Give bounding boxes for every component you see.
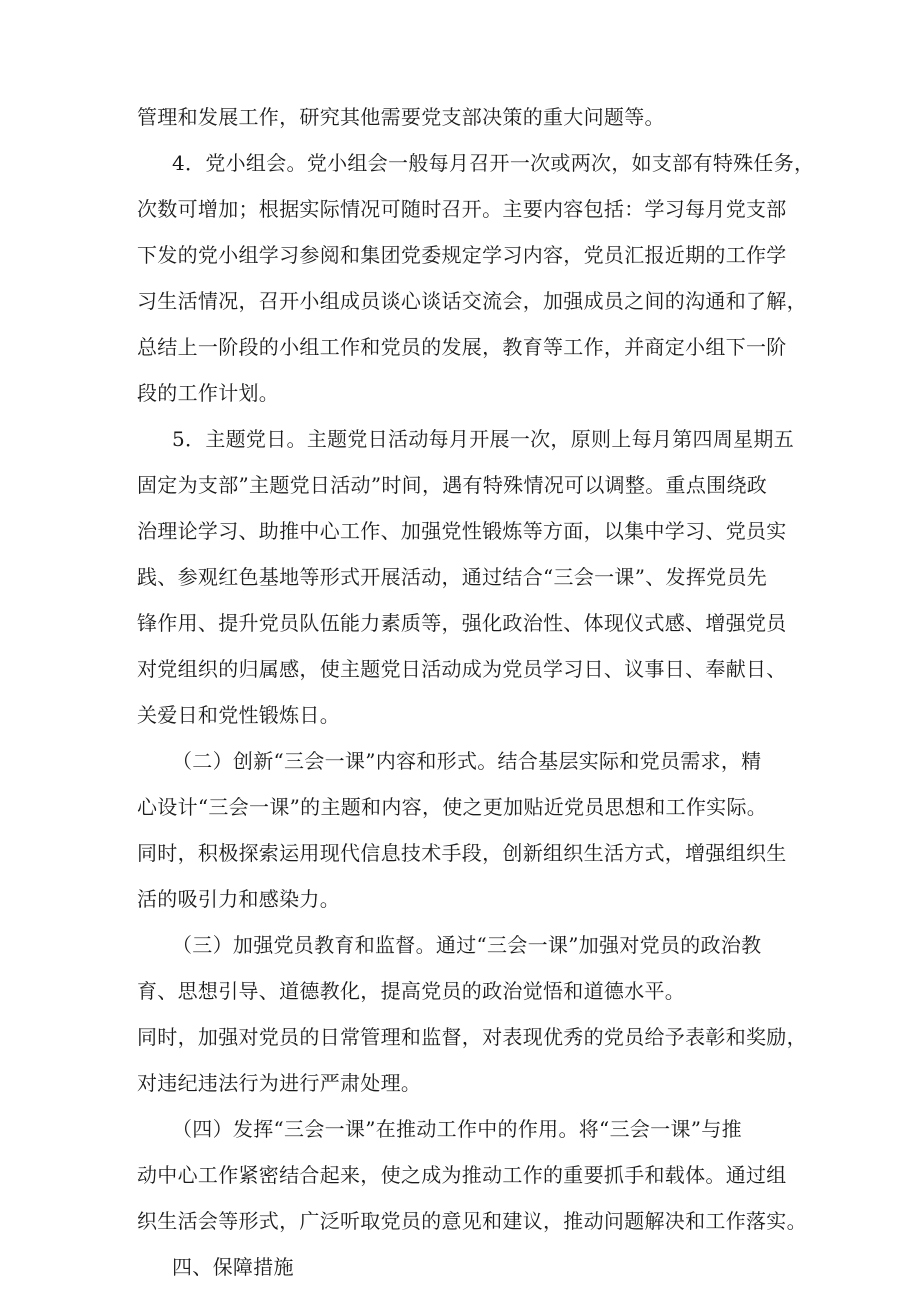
text-line: 下发的党小组学习参阅和集团党委规定学习内容，党员汇报近期的工作学: [137, 243, 787, 267]
text-line: （四）发挥“三会一课”在推动工作中的作用。将“三会一课”与推: [172, 1117, 742, 1141]
text-line: 动中心工作紧密结合起来，使之成为推动工作的重要抓手和载体。通过组: [137, 1163, 787, 1187]
text-line: 习生活情况，召开小组成员谈心谈话交流会，加强成员之间的沟通和了解，: [137, 289, 807, 313]
text-line: 践、参观红色基地等形式开展活动，通过结合“三会一课”、发挥党员先: [137, 565, 768, 589]
text-line: 4．党小组会。党小组会一般每月召开一次或两次，如支部有特殊任务，: [172, 151, 815, 175]
text-line: 总结上一阶段的小组工作和党员的发展，教育等工作，并商定小组下一阶: [137, 335, 787, 359]
text-line: 对违纪违法行为进行严肃处理。: [137, 1071, 422, 1095]
text-line: 活的吸引力和感染力。: [137, 887, 340, 911]
text-line: （二）创新“三会一课”内容和形式。结合基层实际和党员需求，精: [172, 749, 762, 773]
text-line: 关爱日和党性锻炼日。: [137, 703, 340, 727]
text-line: 次数可增加；根据实际情况可随时召开。主要内容包括：学习每月党支部: [137, 197, 787, 221]
text-line: 同时，积极探索运用现代信息技术手段，创新组织生活方式，增强组织生: [137, 841, 787, 865]
text-line: 段的工作计划。: [137, 381, 280, 405]
text-line: 固定为支部”主题党日活动”时间，遇有特殊情况可以调整。重点围绕政: [137, 473, 768, 497]
text-line: 锋作用、提升党员队伍能力素质等，强化政治性、体现仪式感、增强党员: [137, 611, 787, 635]
text-line: 育、思想引导、道德教化，提高党员的政治觉悟和道德水平。: [137, 979, 686, 1003]
text-line: 同时，加强对党员的日常管理和监督，对表现优秀的党员给予表彰和奖励，: [137, 1025, 807, 1049]
text-line: 5．主题党日。主题党日活动每月开展一次，原则上每月第四周星期五: [172, 427, 795, 451]
text-line: 治理论学习、助推中心工作、加强党性锻炼等方面，以集中学习、党员实: [137, 519, 787, 543]
text-line: 织生活会等形式，广泛听取党员的意见和建议，推动问题解决和工作落实。: [137, 1209, 807, 1233]
section-heading: 四、保障措施: [172, 1255, 294, 1279]
text-line: 心设计“三会一课”的主题和内容，使之更加贴近党员思想和工作实际。: [137, 795, 768, 819]
text-line: 管理和发展工作，研究其他需要党支部决策的重大问题等。: [137, 105, 665, 129]
text-line: 对党组织的归属感，使主题党日活动成为党员学习日、议事日、奉献日、: [137, 657, 787, 681]
text-line: （三）加强党员教育和监督。通过“三会一课”加强对党员的政治教: [172, 933, 762, 957]
